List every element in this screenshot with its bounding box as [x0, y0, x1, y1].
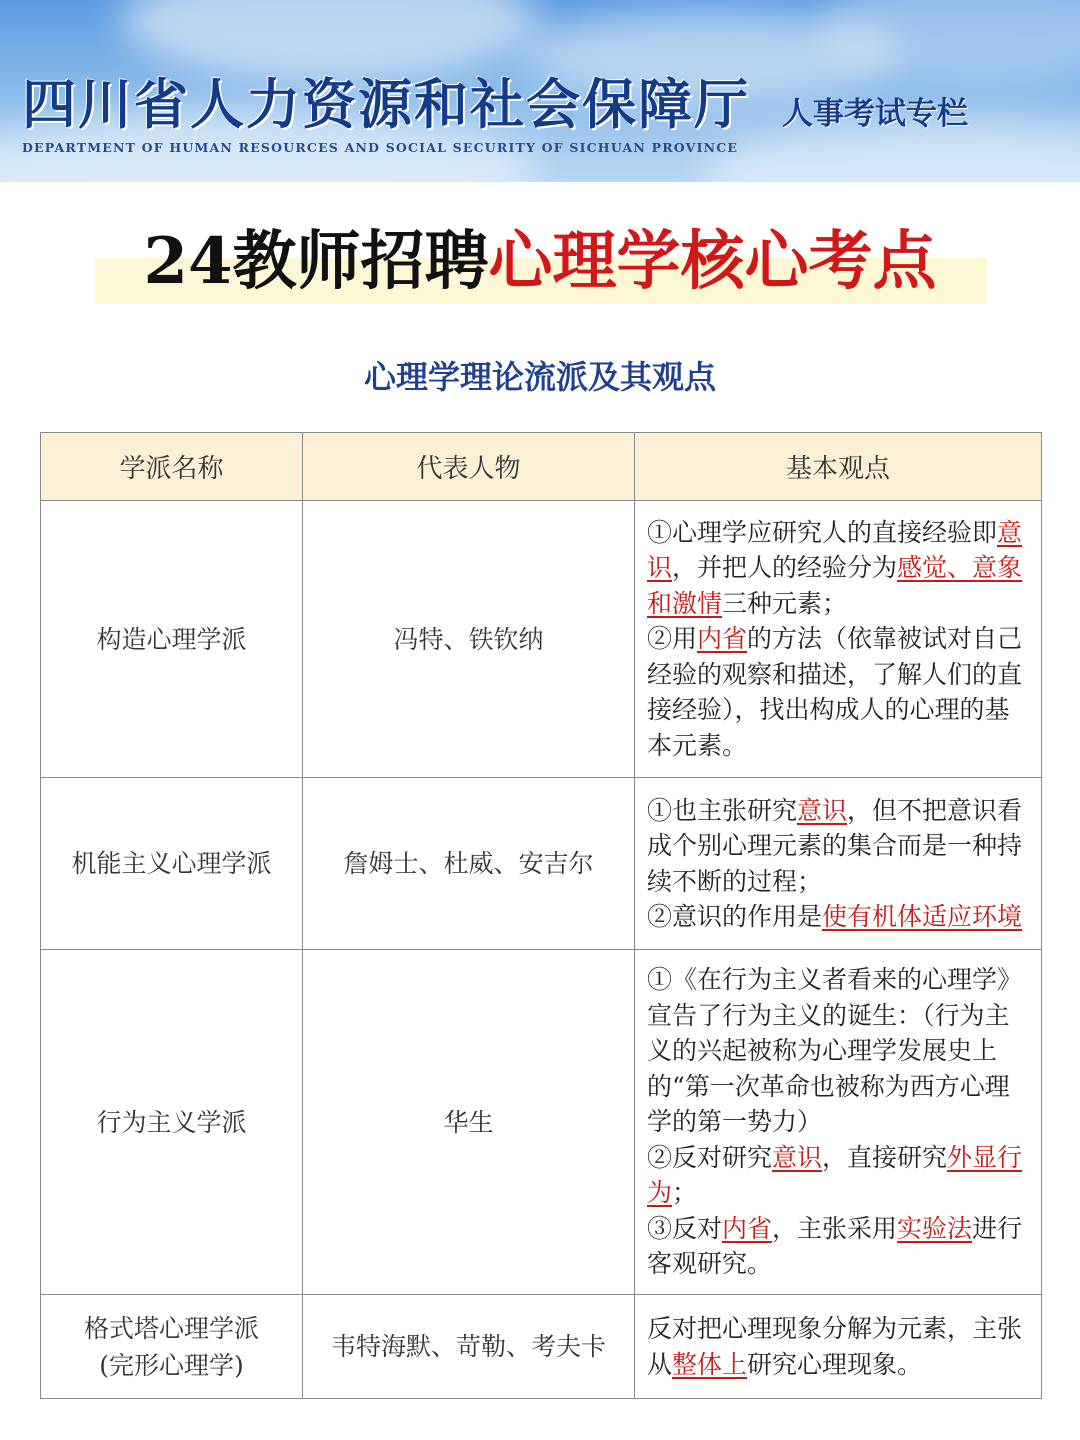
keyword-highlight: 外显行为: [647, 1142, 1023, 1208]
table-row: [41, 1295, 1042, 1399]
keyword-highlight: 实验法: [897, 1213, 973, 1243]
viewpoint-item: [647, 899, 1031, 935]
viewpoint-text: 进行客观研究。: [647, 1213, 1023, 1279]
viewpoint-item: [647, 1311, 1031, 1382]
keyword-highlight: 内省: [722, 1213, 773, 1243]
keyword-highlight: 意识: [647, 517, 1023, 583]
viewpoint-item: [647, 1211, 1031, 1282]
representatives: 冯特、铁钦纳: [303, 501, 635, 778]
viewpoint-text: ③反对: [647, 1213, 723, 1243]
keyword-highlight: 感觉、意象和激情: [647, 553, 1023, 618]
viewpoint-text: ；: [672, 1178, 698, 1208]
viewpoint-text: ①也主张研究: [647, 795, 798, 825]
viewpoint-text: ②意识的作用是: [647, 902, 823, 931]
school-name: [41, 1295, 303, 1399]
title-prefix: 24教师招聘: [143, 224, 489, 299]
school-name-main: 格式塔心理学派: [83, 1313, 259, 1343]
org-name: 四川省人力资源和社会保障厅: [22, 72, 750, 136]
keyword-highlight: 使有机体适应环境: [822, 902, 1023, 931]
viewpoint-item: [647, 621, 1031, 763]
school-name-sub: (完形心理学): [99, 1350, 244, 1380]
viewpoint-text: ，主张采用: [772, 1213, 898, 1243]
viewpoint-text: 三种元素；: [722, 588, 848, 618]
table-row: [41, 501, 1042, 778]
viewpoint-item: [647, 962, 1031, 1140]
viewpoints: [635, 501, 1042, 778]
keyword-highlight: 意识: [772, 1142, 823, 1172]
column-name: 人事考试专栏: [782, 96, 968, 132]
table-header-row: [41, 433, 1042, 501]
table-row: [41, 778, 1042, 950]
org-name-en: DEPARTMENT OF HUMAN RESOURCES AND SOCIAL SECURITY OF SICHUAN PROVINCE: [22, 140, 739, 155]
viewpoint-text: ②反对研究: [647, 1142, 773, 1172]
section-title: 心理学理论流派及其观点: [363, 358, 716, 396]
header-school: 学派名称: [41, 433, 303, 501]
viewpoint-text: ，但不把意识看成个别心理元素的集合而是一种持续不断的过程；: [647, 795, 1023, 896]
viewpoint-text: 研究心理现象。: [747, 1349, 923, 1379]
title-highlight: 心理学核心考点: [488, 224, 937, 299]
viewpoint-text: 反对把心理现象分解为元素，主张从: [647, 1314, 1023, 1379]
representatives: 詹姆士、杜威、安吉尔: [303, 778, 635, 950]
viewpoint-item: [647, 515, 1031, 622]
page-title: [0, 222, 1080, 302]
keyword-highlight: 整体上: [672, 1349, 748, 1379]
school-name: 机能主义心理学派: [41, 778, 303, 950]
page-title-block: [0, 222, 1080, 306]
viewpoint-text: 的方法（依靠被试对自己经验的观察和描述，了解人们的直接经验），找出构成人的心理的基本元素。: [647, 624, 1023, 760]
viewpoints: [635, 950, 1042, 1295]
header-banner: [0, 0, 1080, 182]
keyword-highlight: 内省: [697, 624, 748, 654]
viewpoint-item: [647, 1140, 1031, 1211]
school-name: 行为主义学派: [41, 950, 303, 1295]
viewpoint-text: ②用: [647, 624, 698, 654]
viewpoints: [635, 778, 1042, 950]
header-people: 代表人物: [303, 433, 635, 501]
viewpoints: [635, 1295, 1042, 1399]
representatives: 韦特海默、苛勒、考夫卡: [303, 1295, 635, 1399]
viewpoint-text: ，直接研究: [822, 1142, 948, 1172]
viewpoint-text: ，并把人的经验分为: [672, 553, 898, 583]
viewpoint-item: [647, 793, 1031, 900]
keyword-highlight: 意识: [797, 795, 848, 825]
school-name: 构造心理学派: [41, 501, 303, 778]
representatives: 华生: [303, 950, 635, 1295]
table-row: [41, 950, 1042, 1295]
header-points: 基本观点: [635, 433, 1042, 501]
viewpoint-text: ①《在行为主义者看来的心理学》宣告了行为主义的诞生：（行为主义的兴起被称为心理学发展史上的“第一次革命也被称为西方心理学的第一势力）: [647, 965, 1023, 1137]
viewpoint-text: ①心理学应研究人的直接经验即: [647, 517, 998, 547]
theory-table: [40, 432, 1042, 1399]
